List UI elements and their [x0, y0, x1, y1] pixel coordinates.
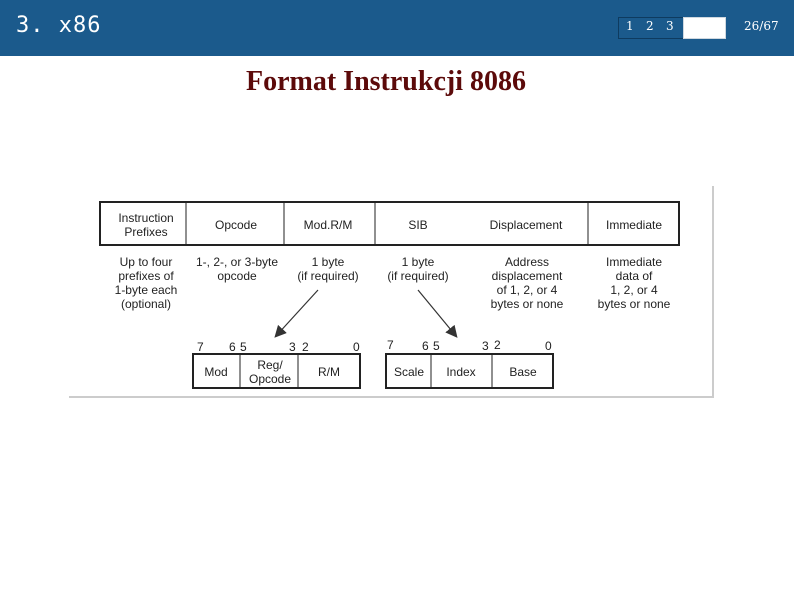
nav-page-2[interactable]: 2	[646, 19, 654, 33]
nav-page-1[interactable]: 1	[626, 19, 634, 33]
modrm-bit-labels	[197, 340, 360, 354]
slide-section-label: 3. x86	[16, 13, 102, 38]
field-opcode: Opcode	[214, 218, 258, 232]
svg-text:0: 0	[545, 339, 552, 353]
modrm-field-rm: R/M	[318, 365, 340, 379]
svg-text:3: 3	[289, 340, 296, 354]
svg-text:7: 7	[197, 340, 204, 354]
svg-text:(if required): (if required)	[387, 269, 449, 283]
svg-text:bytes or none: bytes or none	[597, 297, 671, 311]
arrow-to-sib	[418, 290, 456, 336]
modrm-field-reg: Reg/	[257, 358, 283, 372]
slide-title: Format Instrukcji 8086	[246, 66, 526, 97]
svg-text:1, 2, or 4: 1, 2, or 4	[610, 283, 658, 297]
svg-text:1 byte: 1 byte	[311, 255, 345, 269]
svg-text:Immediate: Immediate	[605, 255, 663, 269]
svg-text:prefixes of: prefixes of	[118, 269, 174, 283]
description-modrm	[297, 255, 358, 283]
svg-text:1-, 2-, or 3-byte: 1-, 2-, or 3-byte	[195, 255, 279, 269]
svg-text:(if required): (if required)	[297, 269, 359, 283]
description-immediate	[598, 255, 671, 311]
svg-text:data of: data of	[615, 269, 653, 283]
sib-field-scale: Scale	[393, 365, 425, 379]
field-sib: SIB	[408, 218, 428, 232]
svg-text:opcode: opcode	[217, 269, 257, 283]
svg-text:6: 6	[229, 340, 236, 354]
svg-text:5: 5	[240, 340, 247, 354]
field-immediate: Immediate	[605, 218, 663, 232]
modrm-field-mod: Mod	[204, 365, 228, 379]
field-modrm: Mod.R/M	[303, 218, 353, 232]
description-opcode	[196, 255, 278, 283]
svg-text:bytes or none: bytes or none	[490, 297, 564, 311]
svg-text:1 byte: 1 byte	[401, 255, 435, 269]
sib-field-base: Base	[509, 365, 537, 379]
svg-text:7: 7	[387, 338, 394, 352]
svg-text:Up to four: Up to four	[119, 255, 173, 269]
svg-text:6: 6	[422, 339, 429, 353]
slide-counter: 26/67	[744, 19, 779, 33]
sib-bit-labels	[387, 338, 552, 353]
modrm-field-opcode: Opcode	[248, 372, 292, 386]
description-displacement	[491, 255, 564, 311]
nav-page-3[interactable]: 3	[666, 19, 674, 33]
field-prefixes-line2: Prefixes	[124, 225, 168, 239]
field-prefixes-line1: Instruction	[118, 211, 174, 225]
field-displacement: Displacement	[489, 218, 563, 232]
svg-text:0: 0	[353, 340, 360, 354]
svg-text:2: 2	[302, 340, 309, 354]
sib-field-index: Index	[446, 365, 476, 379]
instruction-format-box	[100, 202, 679, 245]
svg-text:Address: Address	[504, 255, 550, 269]
svg-text:(optional): (optional)	[120, 297, 172, 311]
arrow-to-modrm	[276, 290, 318, 336]
svg-text:of 1, 2, or 4: of 1, 2, or 4	[496, 283, 558, 297]
svg-text:3: 3	[482, 339, 489, 353]
description-prefixes	[115, 255, 178, 311]
svg-text:1-byte each: 1-byte each	[114, 283, 178, 297]
description-sib	[387, 255, 448, 283]
svg-text:displacement: displacement	[491, 269, 563, 283]
svg-text:5: 5	[433, 339, 440, 353]
svg-text:2: 2	[494, 338, 501, 352]
